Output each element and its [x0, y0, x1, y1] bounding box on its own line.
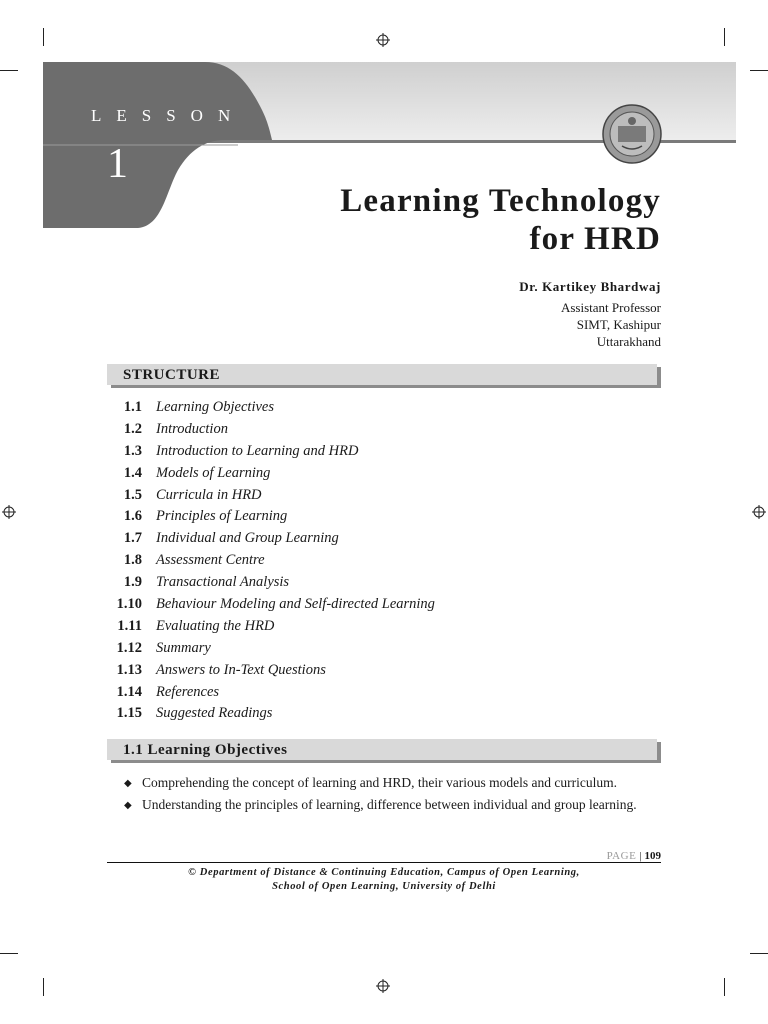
structure-item	[107, 683, 667, 705]
author-block	[519, 278, 661, 350]
objective-item	[124, 796, 661, 813]
crop-mark	[0, 953, 18, 954]
registration-mark-icon	[752, 505, 766, 519]
structure-list	[107, 398, 667, 726]
lesson-number: 1	[107, 141, 128, 187]
structure-item-number: 1.6	[123, 508, 142, 525]
objectives-heading-bar	[107, 739, 661, 763]
diamond-bullet-icon: ◆	[124, 778, 132, 789]
footer-line-1: © Department of Distance & Continuing Education, Campus of Open Learning,	[188, 867, 580, 878]
objectives-heading: 1.1 Learning Objectives	[123, 742, 288, 758]
diamond-bullet-icon: ◆	[124, 800, 132, 811]
structure-item-number: 1.2	[123, 420, 142, 437]
title-line-1: Learning Technology	[340, 183, 661, 219]
structure-item-number: 1.5	[123, 486, 142, 503]
structure-item	[107, 639, 667, 661]
university-seal-icon	[603, 105, 661, 163]
structure-item	[107, 573, 667, 595]
structure-item	[107, 617, 667, 639]
footer-line-2: School of Open Learning, University of Delhi	[272, 880, 496, 892]
author-designation: Assistant Professor	[560, 300, 661, 315]
footer-rule	[107, 862, 661, 863]
structure-item-number: 1.8	[123, 552, 142, 569]
structure-item	[107, 464, 667, 486]
structure-item-number: 1.4	[123, 464, 142, 481]
structure-item-title: Summary	[156, 639, 211, 656]
structure-item	[107, 442, 667, 464]
structure-item	[107, 507, 667, 529]
structure-item-number: 1.14	[116, 683, 142, 700]
lesson-title	[340, 182, 661, 258]
page-number-block	[607, 850, 661, 862]
structure-item-title: Introduction to Learning and HRD	[156, 442, 359, 459]
structure-item-title: Evaluating the HRD	[156, 617, 275, 634]
structure-item	[107, 595, 667, 617]
crop-mark	[43, 978, 44, 996]
page-number: 109	[644, 850, 661, 862]
structure-item-title: Transactional Analysis	[156, 574, 290, 591]
crop-mark	[750, 953, 768, 954]
structure-item-number: 1.9	[123, 574, 142, 591]
structure-heading-bar	[107, 364, 661, 388]
structure-item-title: Introduction	[156, 420, 228, 437]
structure-item-number: 1.1	[123, 399, 142, 415]
structure-item	[107, 661, 667, 683]
author-institute: SIMT, Kashipur	[576, 317, 661, 332]
registration-mark-icon	[376, 979, 390, 993]
structure-item-title: Behaviour Modeling and Self-directed Learning	[156, 596, 435, 613]
registration-mark-icon	[2, 505, 16, 519]
structure-item-number: 1.3	[123, 442, 142, 459]
structure-item-number: 1.15	[116, 705, 142, 722]
structure-item-title: Suggested Readings	[156, 705, 273, 722]
structure-item-number: 1.7	[123, 530, 142, 547]
structure-item-title: Principles of Learning	[156, 508, 288, 525]
structure-heading: STRUCTURE	[123, 367, 221, 383]
objective-text: Comprehending the concept of learning and HRD, their various models and curriculum.	[142, 775, 617, 790]
structure-item-title: Answers to In-Text Questions	[156, 661, 326, 678]
structure-item-title: Models of Learning	[156, 464, 271, 481]
structure-item-number: 1.11	[117, 617, 142, 634]
structure-item	[107, 398, 667, 420]
page-label: PAGE	[606, 850, 637, 862]
page-separator: |	[639, 850, 642, 862]
title-line-2: for HRD	[529, 221, 661, 257]
structure-item	[107, 704, 667, 726]
structure-item	[107, 551, 667, 573]
structure-item	[107, 529, 667, 551]
structure-item-number: 1.10	[116, 596, 142, 613]
structure-item-title: Assessment Centre	[156, 552, 265, 569]
lesson-label: LESSON	[91, 106, 246, 125]
structure-item-title: References	[156, 683, 220, 700]
author-name: Dr. Kartikey Bhardwaj	[519, 279, 661, 294]
structure-item-title: Learning Objectives	[156, 399, 274, 415]
objective-text: Understanding the principles of learning, difference between individual and group learning.	[142, 797, 637, 812]
structure-item-title: Individual and Group Learning	[156, 530, 339, 547]
structure-item-number: 1.13	[116, 661, 142, 678]
structure-item-title: Curricula in HRD	[156, 486, 262, 503]
structure-item	[107, 420, 667, 442]
structure-item	[107, 486, 667, 508]
footer-copyright	[107, 866, 661, 893]
structure-item-number: 1.12	[116, 639, 142, 656]
objectives-list	[124, 774, 661, 818]
author-state: Uttarakhand	[596, 334, 661, 349]
crop-mark	[724, 978, 725, 996]
objective-item	[124, 774, 661, 791]
